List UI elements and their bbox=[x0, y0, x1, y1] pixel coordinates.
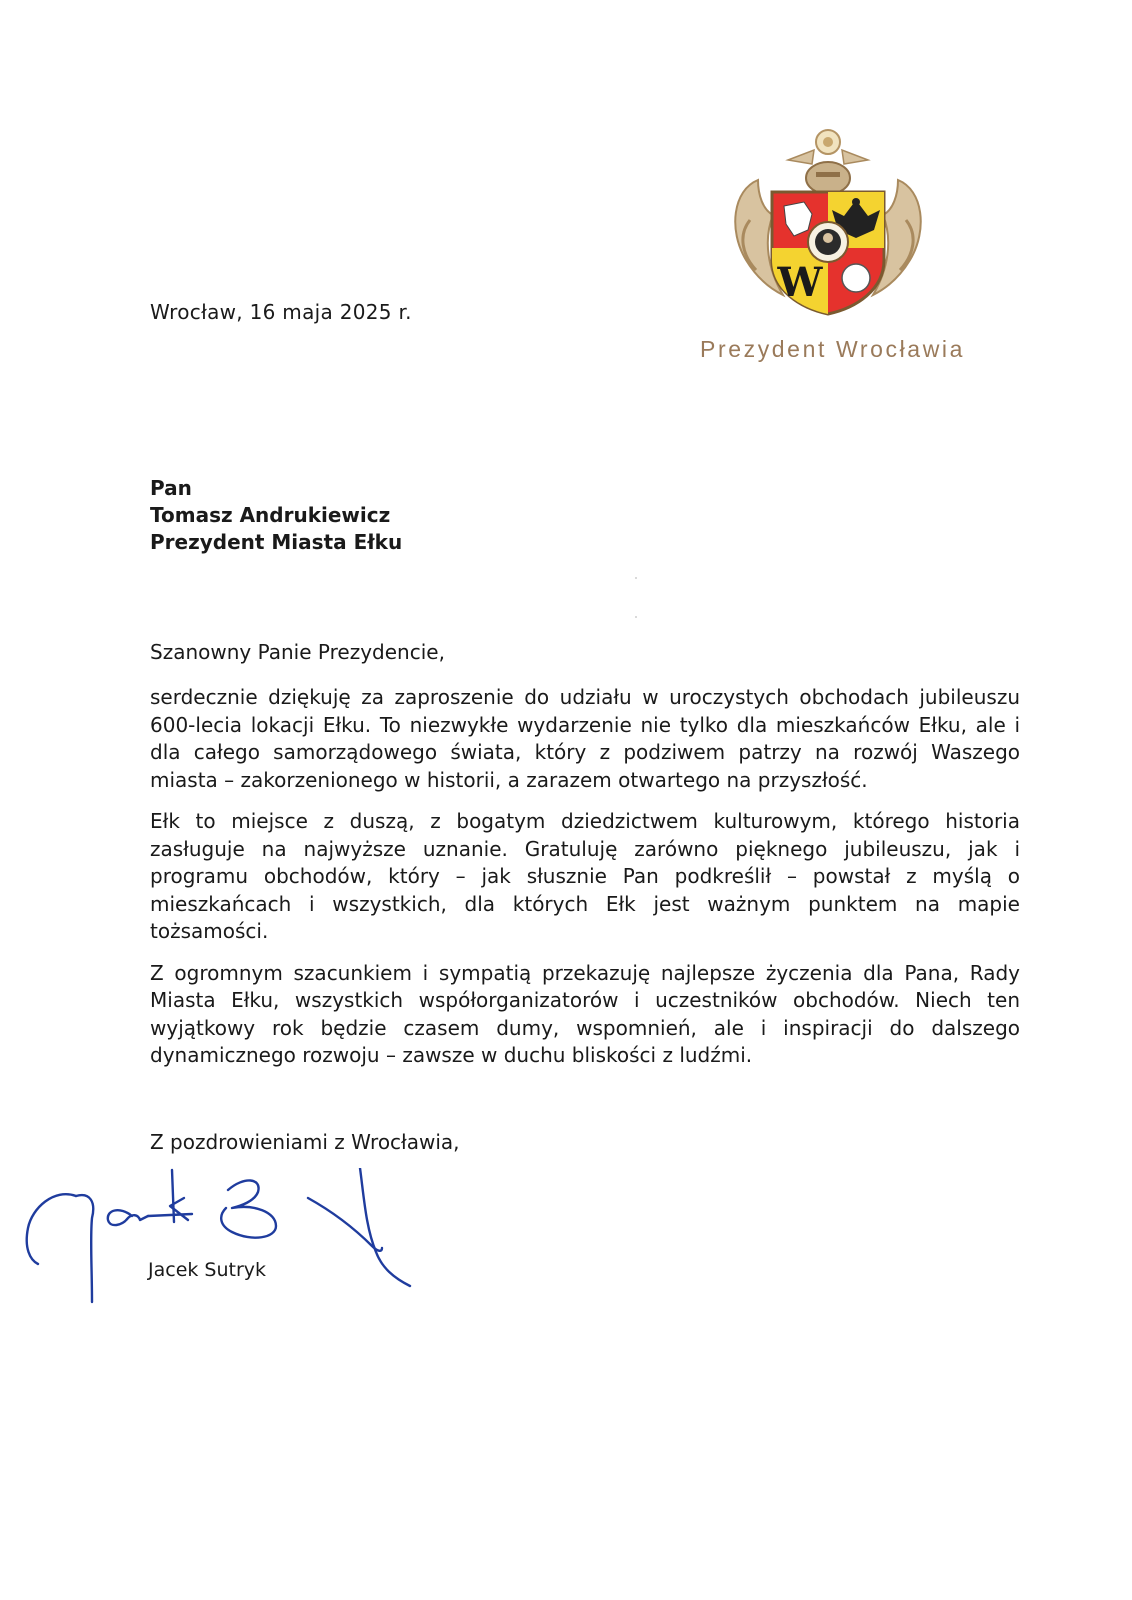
paragraph: serdecznie dziękuję za zaproszenie do udziału w uroczystych obchodach jubileuszu 600-lecia lokacji Ełku. To niezwykłe wydarzenie nie tylko dla mieszkańców Ełku, ale i dla całego samorządowego świata, który z podziwem patrzy na rozwój Waszego miasta – zakorzenionego w historii, a zarazem otwartego na przyszłość. bbox=[150, 685, 1020, 792]
coat-of-arms-icon bbox=[728, 120, 928, 318]
greeting: Szanowny Panie Prezydencie, bbox=[150, 640, 445, 664]
paragraph: Z ogromnym szacunkiem i sympatią przekazuję najlepsze życzenia dla Pana, Rady Miasta Ełku, wszystkich współorganizatorów i uczestników obchodów. Niech ten wyjątkowy rok będzie czasem dumy, wspomnień, ale i inspiracji do dalszego dynamicznego rozwoju – zawsze w duchu bliskości z ludźmi. bbox=[150, 960, 1020, 1067]
paragraph: Ełk to miejsce z duszą, z bogatym dziedzictwem kulturowym, którego historia zasługuje na najwyższe uznanie. Gratuluję zarówno pięknego jubileuszu, jak i programu obchodów, który – jak słusznie Pan podkreślił – powstał z myślą o mieszkańcach i wszystkich, dla których Ełk jest ważnym punktem na mapie tożsamości. bbox=[150, 809, 1020, 943]
recipient-block bbox=[150, 475, 402, 556]
recipient-name: Tomasz Andrukiewicz bbox=[150, 503, 391, 527]
crest-letter: W bbox=[777, 259, 823, 306]
scan-speck bbox=[635, 616, 637, 618]
letter-body bbox=[150, 684, 1020, 1084]
office-title: Prezydent Wrocławia bbox=[700, 336, 966, 362]
signer-name: Jacek Sutryk bbox=[148, 1259, 267, 1281]
scan-speck bbox=[635, 577, 637, 579]
recipient-title: Prezydent Miasta Ełku bbox=[150, 530, 403, 554]
signature-icon bbox=[14, 1168, 434, 1338]
date-line: Wrocław, 16 maja 2025 r. bbox=[150, 300, 412, 324]
closing-line: Z pozdrowieniami z Wrocławia, bbox=[150, 1130, 460, 1154]
recipient-salutation: Pan bbox=[150, 476, 192, 500]
